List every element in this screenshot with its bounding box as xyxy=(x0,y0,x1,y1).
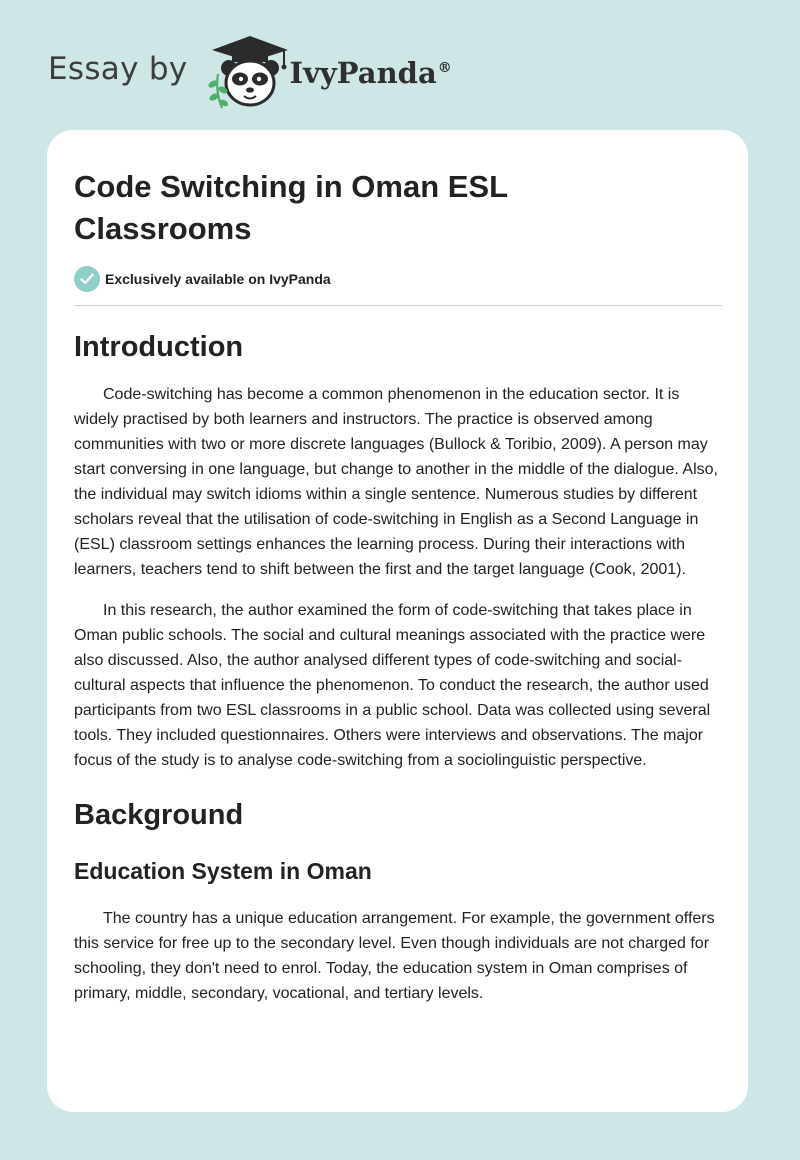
ivypanda-logo-icon[interactable] xyxy=(202,34,298,110)
paragraph: The country has a unique education arrangement. For example, the government offers this service for free up to the secondary level. Even though individuals are not charged for schooling, they don't need to enrol. Today, the education system in Oman comprises of primary, middle, secondary, vocational, and tertiary levels. xyxy=(74,910,715,1002)
page-title: Code Switching in Oman ESL Classrooms xyxy=(74,169,508,246)
section-heading-background: Background xyxy=(74,799,244,831)
paragraph: Code-switching has become a common phenomenon in the education sector. It is widely practised by both learners and instructors. The practice is observed among communities with two or more discrete languages (Bullock & Toribio, 2009). A person may start conversing in one language, but change to another in the middle of the dialogue. Also, the individual may switch idioms within a single sentence. Numerous studies by different scholars reveal that the utilisation of code-switching in English as a Second Language in (ESL) classroom settings enhances the learning process. During their interactions with learners, teachers tend to shift between the first and the target language (Cook, 2001). xyxy=(74,386,718,578)
exclusive-badge xyxy=(74,266,722,292)
essay-card xyxy=(47,130,748,1112)
section-heading-introduction: Introduction xyxy=(74,331,244,363)
subsection-heading-education-system: Education System in Oman xyxy=(74,858,372,884)
brand-name[interactable]: IvyPanda® xyxy=(289,56,452,90)
check-circle-icon xyxy=(74,266,100,292)
exclusive-label: Exclusively available on IvyPanda xyxy=(105,271,331,287)
paragraph: In this research, the author examined the form of code-switching that takes place in Oman public schools. The social and cultural meanings associated with the practice were also discussed. Also, the author analysed different types of code-switching and social-cultural aspects that influence the phenomenon. To conduct the research, the author used participants from two ESL classrooms in a public school. Data was collected using several tools. They included questionnaires. Others were interviews and observations. The major focus of the study is to analyse code-switching from a sociolinguistic perspective. xyxy=(74,602,711,769)
site-header xyxy=(48,34,452,110)
divider xyxy=(74,305,722,306)
registered-mark: ® xyxy=(437,60,452,77)
essay-by-label: Essay by xyxy=(48,51,188,87)
